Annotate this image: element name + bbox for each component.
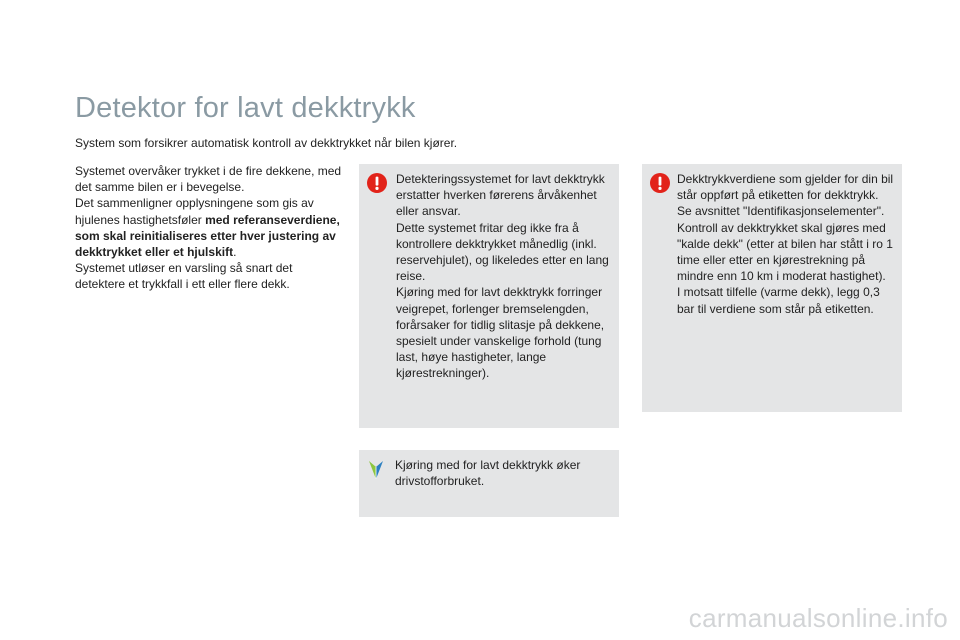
warning-box-1-line-3: Kjøring med for lavt dekktrykk forringer veigrepet, forlenger bremselengden, forårsaker for tidlig slitasje på dekkene, spesielt under vanskelige forhold (tung last, høye hastigheter, lange kjørestrekninger). — [396, 285, 605, 381]
intro-paragraph-2-end: . — [233, 245, 237, 260]
warning-box-2-line-2: Se avsnittet "Identifikasjonselementer". — [677, 204, 885, 219]
page-title: Detektor for lavt dekktrykk — [75, 92, 416, 124]
hint-box-fuel — [359, 450, 619, 517]
intro-paragraph-2-text: Det sammenligner opplysningene som gis av hjulenes hastighetsføler — [75, 196, 314, 227]
intro-paragraph-2-bold: med referanseverdiene, som skal reinitialiseres etter hver justering av dekktrykket eller et hjulskift — [75, 212, 340, 260]
intro-paragraph-3: Systemet utløser en varsling så snart det detektere et trykkfall i ett eller flere dekk. — [75, 261, 293, 292]
eco-hint-icon — [367, 459, 385, 481]
warning-icon — [650, 173, 670, 193]
warning-box-2-line-4: I motsatt tilfelle (varme dekk), legg 0,3 bar til verdiene som står på etiketten. — [677, 285, 880, 316]
warning-box-tire-responsibility — [359, 164, 619, 428]
page-subtitle: System som forsikrer automatisk kontroll av dekktrykket når bilen kjører. — [75, 136, 458, 150]
warning-box-1-text — [396, 171, 614, 382]
warning-box-2-line-1: Dekktrykkverdiene som gjelder for din bil står oppført på etiketten for dekktrykk. — [677, 172, 894, 203]
intro-paragraph-1: Systemet overvåker trykket i de fire dekkene, med det samme bilen er i bevegelse. — [75, 164, 342, 195]
watermark: carmanualsonline.info — [688, 603, 948, 633]
warning-box-2-text — [677, 171, 899, 317]
warning-icon — [367, 173, 387, 193]
warning-box-2-line-3: Kontroll av dekktrykket skal gjøres med "kalde dekk" (etter at bilen har stått i ro 1 time eller etter en kjørestrekning på mindre enn 10 km i moderat hastighet). — [677, 220, 893, 284]
intro-paragraph-2 — [75, 195, 345, 260]
hint-box-text — [395, 457, 613, 489]
warning-box-tire-values — [642, 164, 902, 412]
hint-box-line: Kjøring med for lavt dekktrykk øker drivstofforbruket. — [395, 458, 581, 489]
warning-box-1-line-1: Detekteringssystemet for lavt dekktrykk erstatter hverken førerens årvåkenhet eller ansvar. — [396, 172, 605, 219]
intro-text — [75, 163, 345, 293]
warning-box-1-line-2: Dette systemet fritar deg ikke fra å kontrollere dekktrykket månedlig (inkl. reservehjulet), og likeledes etter en lang reise. — [396, 220, 609, 284]
